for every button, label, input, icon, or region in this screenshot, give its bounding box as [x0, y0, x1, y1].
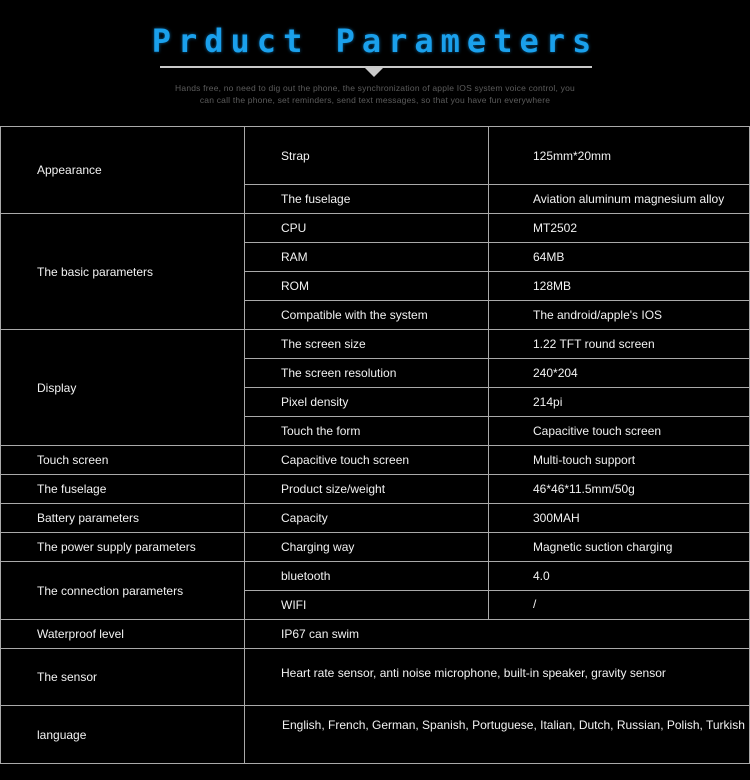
param-value: 64MB — [489, 243, 750, 272]
param-value: 240*204 — [489, 359, 750, 388]
param-name: Strap — [245, 127, 489, 185]
subtitle — [100, 82, 650, 106]
row-label-power-supply: The power supply parameters — [1, 533, 245, 562]
param-value: 300MAH — [489, 504, 750, 533]
param-value: / — [489, 591, 750, 620]
param-name: RAM — [245, 243, 489, 272]
param-value-wide: English, French, German, Spanish, Portuguese, Italian, Dutch, Russian, Polish, Turkish — [245, 706, 750, 764]
param-value-wide: IP67 can swim — [245, 620, 750, 649]
row-label-appearance: Appearance — [1, 127, 245, 214]
param-name: Product size/weight — [245, 475, 489, 504]
param-value: The android/apple's IOS — [489, 301, 750, 330]
param-value: Magnetic suction charging — [489, 533, 750, 562]
param-value: Aviation aluminum magnesium alloy — [489, 185, 750, 214]
subtitle-line-1: Hands free, no need to dig out the phone, the synchronization of apple IOS system voice control, you — [175, 83, 575, 93]
header — [0, 0, 750, 126]
row-label-waterproof: Waterproof level — [1, 620, 245, 649]
param-name: Touch the form — [245, 417, 489, 446]
param-name: Charging way — [245, 533, 489, 562]
param-value: 128MB — [489, 272, 750, 301]
page-title: Prduct Parameters — [151, 22, 599, 60]
param-value: 125mm*20mm — [489, 127, 750, 185]
param-name: WIFI — [245, 591, 489, 620]
row-label-basic-parameters: The basic parameters — [1, 214, 245, 330]
param-name: bluetooth — [245, 562, 489, 591]
param-value: 4.0 — [489, 562, 750, 591]
row-label-fuselage: The fuselage — [1, 475, 245, 504]
param-name: CPU — [245, 214, 489, 243]
param-name: ROM — [245, 272, 489, 301]
param-value-wide: Heart rate sensor, anti noise microphone, built-in speaker, gravity sensor — [245, 649, 750, 706]
row-label-sensor: The sensor — [1, 649, 245, 706]
subtitle-line-2: can call the phone, set reminders, send text messages, so that you have fun everywhere — [199, 95, 551, 105]
param-name: Compatible with the system — [245, 301, 489, 330]
param-value: 46*46*11.5mm/50g — [489, 475, 750, 504]
param-value: 214pi — [489, 388, 750, 417]
row-label-display: Display — [1, 330, 245, 446]
param-value: 1.22 TFT round screen — [489, 330, 750, 359]
divider-arrow-icon — [365, 68, 383, 77]
param-name: Capacitive touch screen — [245, 446, 489, 475]
param-name: The fuselage — [245, 185, 489, 214]
param-value: Capacitive touch screen — [489, 417, 750, 446]
row-label-touch-screen: Touch screen — [1, 446, 245, 475]
param-name: The screen resolution — [245, 359, 489, 388]
param-name: Pixel density — [245, 388, 489, 417]
param-value: Multi-touch support — [489, 446, 750, 475]
param-name: The screen size — [245, 330, 489, 359]
row-label-connection: The connection parameters — [1, 562, 245, 620]
row-label-battery: Battery parameters — [1, 504, 245, 533]
param-name: Capacity — [245, 504, 489, 533]
param-value: MT2502 — [489, 214, 750, 243]
row-label-language: language — [1, 706, 245, 764]
